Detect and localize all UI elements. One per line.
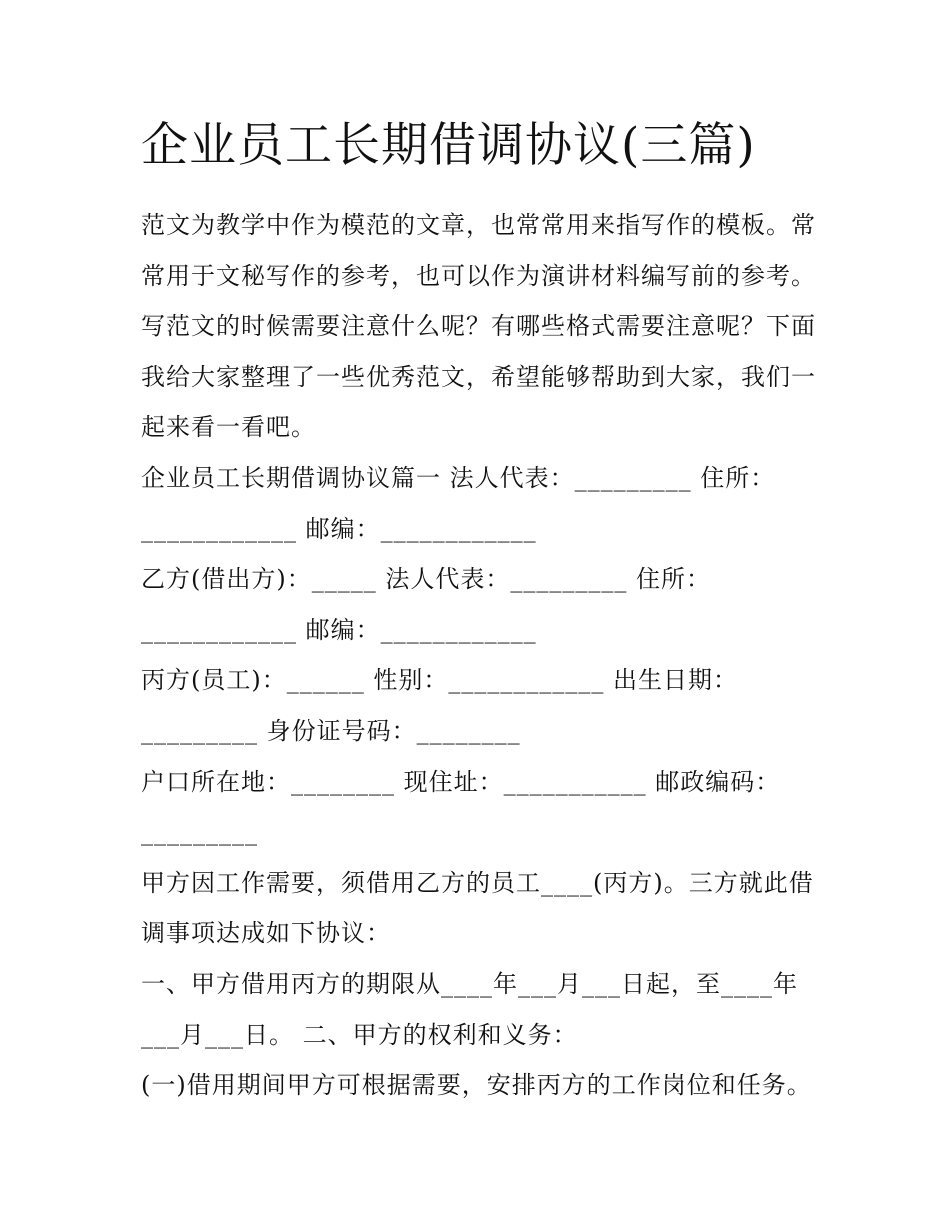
document-body	[141, 200, 821, 1111]
document-title: 企业员工长期借调协议(三篇)	[141, 118, 756, 173]
body-line: 调事项达成如下协议：	[141, 919, 391, 948]
body-line: ____________ 邮编：____________	[141, 514, 537, 543]
body-line: 丙方(员工)：______ 性别：____________ 出生日期：	[141, 666, 738, 695]
body-line: (一)借用期间甲方可根据需要，安排丙方的工作岗位和任务。	[141, 1071, 812, 1100]
body-line: ___月___日。 二、甲方的权利和义务：	[141, 1020, 578, 1049]
body-line: 我给大家整理了一些优秀范文，希望能够帮助到大家，我们一	[141, 362, 816, 391]
body-line: 企业员工长期借调协议篇一 法人代表：_________ 住所：	[141, 463, 776, 492]
body-line: 乙方(借出方)：_____ 法人代表：_________ 住所：	[141, 565, 711, 594]
body-line: 常用于文秘写作的参考，也可以作为演讲材料编写前的参考。	[141, 261, 816, 290]
body-line: _________ 身份证号码：________	[141, 716, 521, 745]
body-line: 一、甲方借用丙方的期限从____年___月___日起，至____年	[141, 969, 798, 998]
body-line: _________	[141, 818, 258, 847]
body-line: 写范文的时候需要注意什么呢？有哪些格式需要注意呢？下面	[141, 312, 816, 341]
body-line: 范文为教学中作为模范的文章，也常常用来指写作的模板。常	[141, 211, 816, 239]
body-line: ____________ 邮编：____________	[141, 615, 537, 644]
body-line: 户口所在地：________ 现住址：___________ 邮政编码：	[141, 767, 781, 796]
body-line: 起来看一看吧。	[141, 413, 316, 442]
body-line: 甲方因工作需要，须借用乙方的员工____(丙方)。三方就此借	[141, 868, 814, 897]
